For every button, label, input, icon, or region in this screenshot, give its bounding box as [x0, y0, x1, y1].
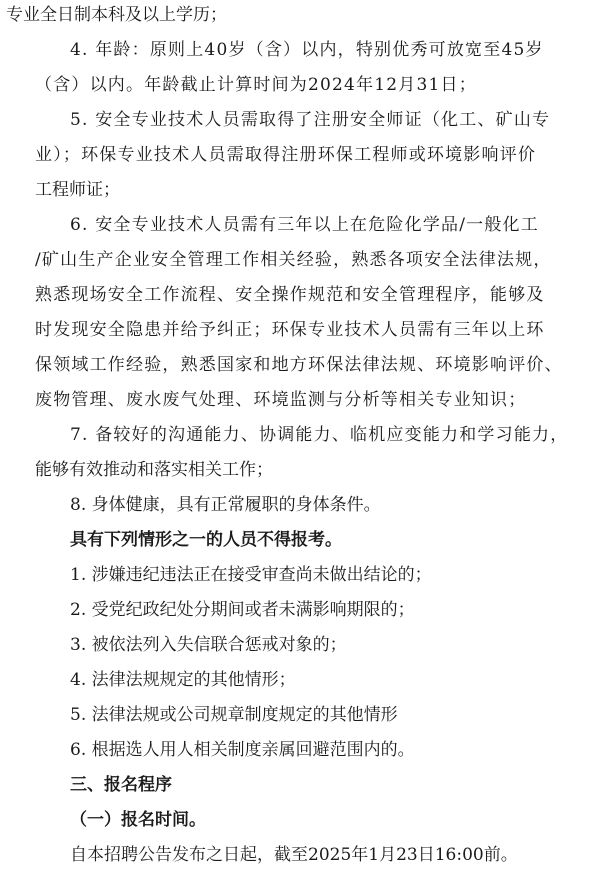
text-line-8: /矿山生产企业安全管理工作相关经验，熟悉各项安全法律法规，: [35, 250, 552, 270]
text-line-25: 自本招聘公告发布之日起，截至2025年1月23日16:00前。: [70, 845, 518, 865]
section-heading-disqualifications: 具有下列情形之一的人员不得报考。: [70, 530, 342, 550]
text-line-9: 熟悉现场安全工作流程、安全操作规范和安全管理程序，能够及: [35, 285, 545, 305]
text-line-5: 业）；环保专业技术人员需取得注册环保工程师或环境影响评价: [35, 145, 537, 165]
text-line-11: 保领域工作经验，熟悉国家和地方环保法律法规、环境影响评价、: [35, 355, 563, 375]
text-line-6: 工程师证；: [35, 180, 120, 200]
text-line-22: 6. 根据选人用人相关制度亲属回避范围内的。: [70, 740, 415, 760]
subheading-registration-time: （一）报名时间。: [70, 810, 206, 830]
text-line-12: 废物管理、废水废气处理、环境监测与分析等相关专业知识；: [35, 390, 527, 410]
text-line-2: 4. 年龄：原则上40岁（含）以内，特别优秀可放宽至45岁: [70, 40, 544, 60]
text-line-10: 时发现安全隐患并给予纠正；环保专业技术人员需有三年以上环: [35, 320, 545, 340]
text-line-19: 3. 被依法列入失信联合惩戒对象的；: [70, 635, 347, 655]
text-line-21: 5. 法律法规或公司规章制度规定的其他情形: [70, 705, 398, 725]
text-line-1: 专业全日制本科及以上学历；: [6, 5, 227, 25]
text-line-7: 6. 安全专业技术人员需有三年以上在危险化学品/一般化工: [70, 215, 539, 235]
text-line-15: 8. 身体健康，具有正常履职的身体条件。: [70, 495, 381, 515]
text-line-13: 7. 备较好的沟通能力、协调能力、临机应变能力和学习能力，: [70, 425, 569, 445]
text-line-20: 4. 法律法规规定的其他情形；: [70, 670, 296, 690]
text-line-14: 能够有效推动和落实相关工作；: [35, 460, 273, 480]
text-line-18: 2. 受党纪政纪处分期间或者未满影响期限的；: [70, 600, 415, 620]
text-line-17: 1. 涉嫌违纪违法正在接受审查尚未做出结论的；: [70, 565, 432, 585]
text-line-3: （含）以内。年龄截止计算时间为2024年12月31日；: [35, 75, 477, 95]
text-line-4: 5. 安全专业技术人员需取得了注册安全师证（化工、矿山专: [70, 110, 551, 130]
section-heading-registration: 三、报名程序: [70, 775, 172, 795]
